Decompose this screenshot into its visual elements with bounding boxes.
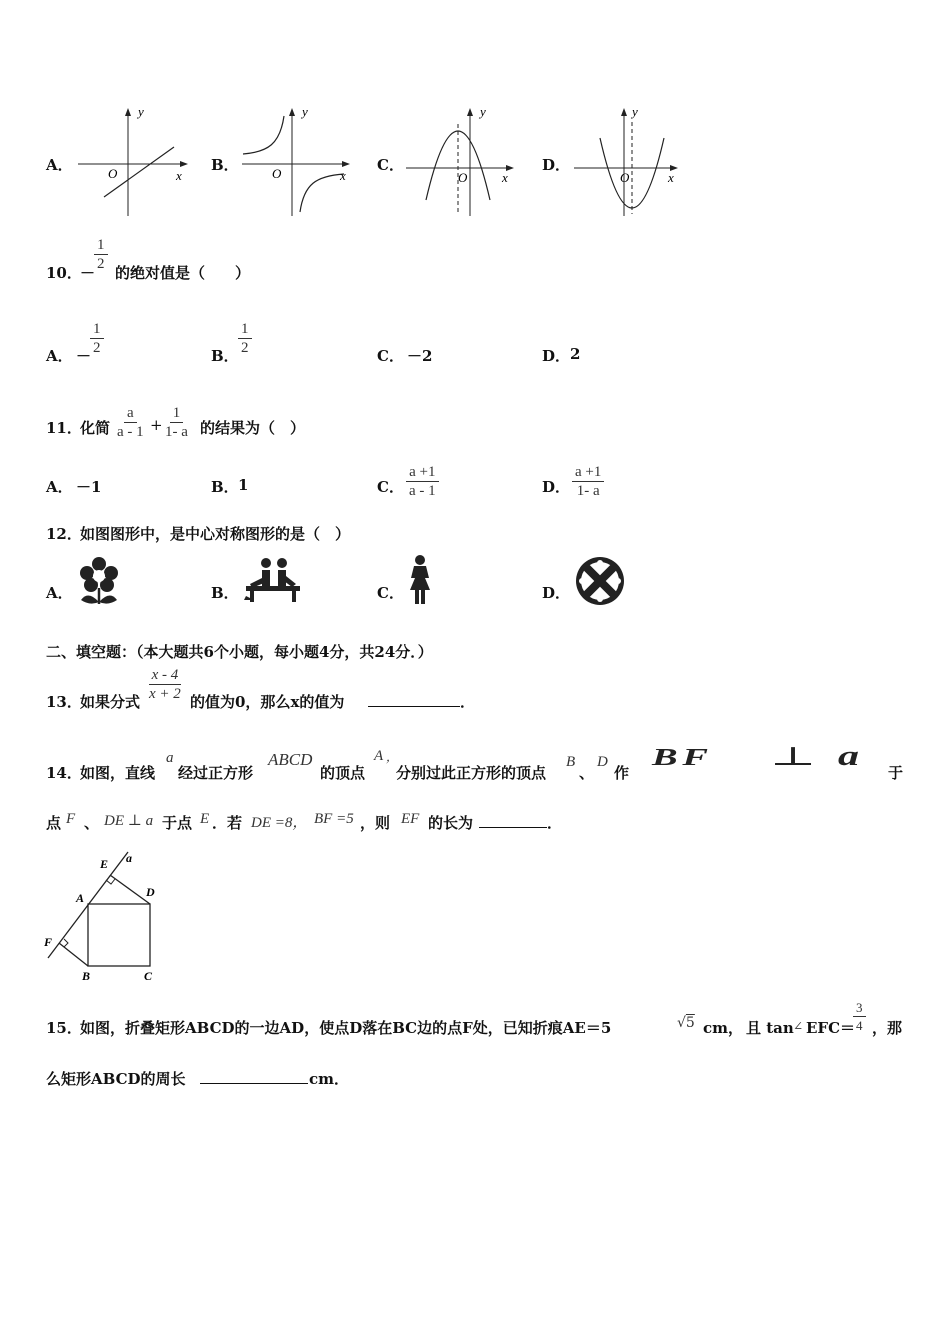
svg-text:x: x <box>668 170 674 185</box>
q11-fraction-1: $\frac{a}{a - 1}$ <box>117 405 144 440</box>
q12-option-c-label: C． <box>377 584 404 602</box>
q11-option-a-label: A． <box>46 478 73 496</box>
q11-option-b-value: 1 <box>238 476 249 494</box>
q10-option-a-fraction: $\frac{1}{2}$ <box>90 320 104 357</box>
svg-text:F: F <box>44 935 53 949</box>
q9-option-c-label: C． <box>377 156 404 174</box>
q14-dun: 、 <box>579 764 595 782</box>
q9-option-d-label: D． <box>542 156 571 174</box>
q12-option-b-label: B． <box>211 584 239 602</box>
q10-fraction: $\frac{1}{2}$ <box>94 236 108 273</box>
q15-line2: 么矩形ABCD的周长 <box>46 1070 186 1088</box>
upward-parabola-graph <box>572 102 692 220</box>
q15-answer-blank[interactable] <box>200 1069 308 1084</box>
q10-option-b-fraction: $\frac{1}{2}$ <box>238 320 252 357</box>
q14-var-a: a <box>166 750 174 766</box>
q14-var-D: D <box>597 754 608 770</box>
q9-option-a-label: A． <box>46 156 73 174</box>
q14-de8: DE =8， <box>251 815 308 831</box>
y-axis-label: y <box>138 104 144 119</box>
q14-yu-dian: 于点 <box>162 814 193 832</box>
section-title: 二、填空题：（本大题共6个小题，每小题4分，共24分．） <box>46 643 433 661</box>
q11-option-b-label: B． <box>211 478 239 496</box>
q10-option-d-label: D． <box>542 347 571 365</box>
q14-ruo: ．若 <box>212 814 243 832</box>
circle-cross-icon <box>574 555 626 607</box>
q14-big-a: a <box>838 741 859 772</box>
q15-cm: cm， <box>703 1019 744 1037</box>
q11-option-c-fraction: $\frac{a +1}{a - 1}$ <box>406 463 439 500</box>
q10-option-c-value: －2 <box>407 347 433 365</box>
q14-number: 14． <box>46 764 82 782</box>
q14-big-perp: ⊥ <box>770 742 817 772</box>
svg-text:D: D <box>146 885 155 899</box>
q12-option-a-label: A． <box>46 584 73 602</box>
q15-p3: ，那 <box>872 1019 903 1037</box>
q14-p3: 的顶点 <box>320 764 366 782</box>
q13-answer-blank[interactable] <box>368 692 460 707</box>
origin-label: O <box>108 166 118 181</box>
q9-option-b-label: B． <box>211 156 239 174</box>
hyperbola-graph <box>240 102 360 220</box>
svg-text:E: E <box>100 857 109 871</box>
q15-sqrt: √5 <box>677 1015 695 1031</box>
q15-unit: cm． <box>309 1070 350 1088</box>
q14-square-figure <box>40 846 170 986</box>
x-axis-label: x <box>176 168 182 183</box>
svg-text:y: y <box>480 104 486 119</box>
q11-prefix: 化简 <box>80 419 111 437</box>
q14-p4: 分别过此正方形的顶点 <box>396 764 547 782</box>
q13-number: 13． <box>46 693 82 711</box>
q14-answer-blank[interactable] <box>479 813 547 828</box>
q11-number: 11． <box>46 419 82 437</box>
q10-option-b-label: B． <box>211 347 239 365</box>
q13-fraction: $\frac{x - 4}{x + 2}$ <box>149 667 181 702</box>
q14-line2-1: 点 <box>46 814 62 832</box>
q14-length: 的长为 <box>428 814 474 832</box>
q14-yu: 于 <box>888 764 904 782</box>
q11-option-c-label: C． <box>377 478 404 496</box>
q14-var-E: E <box>200 811 210 827</box>
q14-ze: ，则 <box>360 814 391 832</box>
q14-var-A: A <box>374 748 384 764</box>
q14-big-bf: BF <box>652 745 713 771</box>
q14-abcd: ABCD <box>268 750 313 769</box>
q11-suffix: 的结果为（ ） <box>200 419 306 437</box>
q14-p2: 经过正方形 <box>178 764 254 782</box>
q10-option-a-label: A． <box>46 347 73 365</box>
q14-p1: 如图，直线 <box>80 764 156 782</box>
q14-p5: 作 <box>614 764 630 782</box>
q15-efc: EFC＝ <box>806 1019 856 1037</box>
q11-fraction-2: $\frac{1}{1- a}$ <box>165 405 188 440</box>
q13-prefix: 如果分式 <box>80 693 141 711</box>
svg-text:O: O <box>458 170 468 185</box>
q15-tan-fraction: $\frac{3}{4}$ <box>853 999 866 1034</box>
svg-text:x: x <box>502 170 508 185</box>
q11-plus: + <box>150 416 163 434</box>
q10-option-d-value: 2 <box>570 345 581 363</box>
q11-option-d-fraction: $\frac{a +1}{1- a}$ <box>572 463 604 500</box>
line-graph <box>76 102 196 220</box>
woman-icon <box>407 554 433 606</box>
q14-var-F: F <box>66 811 76 827</box>
svg-text:O: O <box>620 170 630 185</box>
q11-option-a-value: －1 <box>76 478 102 496</box>
q14-de-perp-a: DE ⊥ a <box>104 813 154 829</box>
q14-end: ． <box>547 814 563 832</box>
q15-number: 15． <box>46 1019 82 1037</box>
two-people-bench-icon <box>242 556 302 604</box>
svg-text:x: x <box>340 168 346 183</box>
flower-icon <box>78 556 120 606</box>
q15-sqrt-value: 5 <box>685 1015 695 1031</box>
svg-text:C: C <box>144 969 153 983</box>
q14-dun2: 、 <box>84 814 100 832</box>
q13-suffix: 的值为0，那么x的值为 <box>190 693 345 711</box>
q14-var-B: B <box>566 754 576 770</box>
q11-option-d-label: D． <box>542 478 571 496</box>
q10-neg: － <box>80 264 96 282</box>
svg-text:A: A <box>76 891 85 905</box>
q14-comma: ， <box>386 750 399 764</box>
q14-ef: EF <box>401 811 420 827</box>
q12-option-d-label: D． <box>542 584 571 602</box>
q15-p2: 且 tan <box>746 1019 794 1037</box>
downward-parabola-graph <box>404 102 524 220</box>
svg-text:y: y <box>632 104 638 119</box>
svg-text:a: a <box>126 851 132 865</box>
q15-angle: ∠ <box>793 1019 804 1033</box>
q14-bf5: BF =5 <box>314 811 354 827</box>
q15-p1: 如图，折叠矩形ABCD的一边AD，使点D落在BC边的点F处，已知折痕AE＝5 <box>80 1019 612 1037</box>
q10-text: 的绝对值是（ ） <box>115 264 251 282</box>
q10-option-a-sign: － <box>76 347 92 365</box>
q10-number: 10． <box>46 264 82 282</box>
q12-number: 12． <box>46 525 82 543</box>
q10-option-c-label: C． <box>377 347 404 365</box>
q13-end: ． <box>460 693 476 711</box>
q12-text: 如图图形中，是中心对称图形的是（ ） <box>80 525 351 543</box>
svg-text:B: B <box>82 969 91 983</box>
svg-text:y: y <box>302 104 308 119</box>
svg-text:O: O <box>272 166 282 181</box>
